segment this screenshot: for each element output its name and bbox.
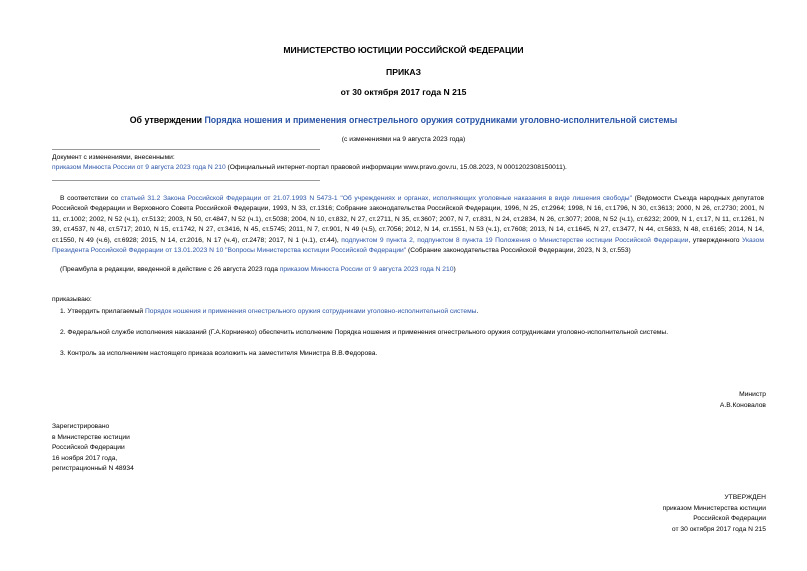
preamble-link-decree[interactable]: Указом Президента Российской Федерации от 13.01.2023 N 10 "Вопросы Министерства юстиции Российской Федерации" [52, 236, 764, 255]
revision-source: (Официальный интернет-портал правовой информации www.pravo.gov.ru, 15.08.2023, N 0001202308150011). [225, 164, 567, 171]
item-1-end: . [476, 308, 479, 315]
signature-title: Министр [739, 391, 766, 398]
document-title [0, 115, 807, 125]
approved-block [663, 493, 766, 535]
revision-bottom-rule [52, 180, 320, 181]
revision-top-rule [52, 149, 320, 150]
preamble-link-law[interactable]: статьей 31.2 Закона Российской Федерации от 21.07.1993 N 5473-1 "Об учреждениях и органах, исполняющих уголовные наказания в виде лишения свободы" [120, 195, 632, 202]
registration-block [52, 422, 134, 475]
doc-date-number: от 30 октября 2017 года N 215 [340, 87, 467, 97]
registration-line-3: Российской Федерации [52, 444, 125, 451]
signature-name: А.В.Коновалов [719, 401, 766, 409]
approved-line-4: от 30 октября 2017 года N 215 [671, 525, 766, 533]
preamble-text-3: , утвержденного [688, 236, 743, 244]
edit-note-link[interactable]: приказом Минюста России от 9 августа 2023 года N 210 [279, 266, 454, 273]
edit-note-prefix: (Преамбула в редакции, введенной в действие с 26 августа 2023 года [60, 266, 280, 273]
approved-line-3: Российской Федерации [693, 515, 766, 522]
revision-link[interactable]: приказом Минюста России от 9 августа 2023 года N 210 [52, 164, 226, 171]
order-item-2 [52, 328, 764, 338]
order-item-1 [52, 307, 764, 317]
item-2-text: 2. Федеральной службе исполнения наказаний (Г.А.Корниенко) обеспечить исполнение Порядка ношения и применения огнестрельного оружия сотрудниками уголовно-исполнительной системы. [60, 329, 669, 336]
order-word: приказываю: [52, 296, 92, 303]
revision-entry [52, 163, 764, 173]
item-1-text: 1. Утвердить прилагаемый [60, 308, 145, 315]
changes-note: (с изменениями на 9 августа 2023 года) [341, 136, 466, 143]
registration-line-2: в Министерстве юстиции [52, 433, 130, 441]
registration-line-1: Зарегистрировано [52, 423, 110, 430]
preamble-text-4: (Собрание законодательства Российской Федерации, 2023, N 3, ст.553) [406, 247, 631, 255]
edit-note-suffix: ) [453, 266, 456, 273]
revision-label: Документ с изменениями, внесенными: [52, 154, 175, 161]
preamble-paragraph [52, 194, 764, 256]
item-1-link[interactable]: Порядок ношения и применения огнестрельного оружия сотрудниками уголовно-исполнительной системы [144, 308, 477, 315]
title-prefix: Об утверждении [129, 115, 205, 125]
order-item-3 [52, 349, 764, 359]
ministry-heading: МИНИСТЕРСТВО ЮСТИЦИИ РОССИЙСКОЙ ФЕДЕРАЦИИ [283, 45, 524, 55]
registration-line-4: 16 ноября 2017 года, [52, 454, 118, 462]
signature-block [720, 390, 766, 411]
preamble-edit-note [52, 265, 764, 275]
preamble-text-1: В соответствии со [60, 195, 121, 202]
preamble-link-regulation[interactable]: подпунктом 9 пункта 2, подпунктом 8 пункта 19 Положения о Министерстве юстиции Российской Федерации [341, 236, 689, 244]
approved-line-2: приказом Министерства юстиции [662, 504, 766, 512]
registration-line-5: регистрационный N 48934 [52, 465, 134, 472]
approved-line-1: УТВЕРЖДЕН [724, 494, 766, 501]
doc-type-heading: ПРИКАЗ [386, 67, 421, 77]
title-link[interactable]: Порядка ношения и применения огнестрельного оружия сотрудниками уголовно-исполнительной системы [204, 115, 678, 125]
item-3-text: 3. Контроль за исполнением настоящего приказа возложить на заместителя Министра В.В.Федорова. [60, 350, 378, 357]
preamble-text-2: (Ведомости Съезда народных депутатов Российской Федерации и Верховного Совета Российской Федерации, 1993, N 33, ст.1316; Собрание законодательства Российской Федерации, 1996, N 25, ст.2964; 1998, N 16, ст.1796, N 30, ст.3613; 2000, N 26, ст.2730; 2001, N 11, ст.1002; 2002, N 52 (ч.1), ст.5132; 2003, N 50, ст.4847, N 52 (ч.1), ст.5038; 2004, N 10, ст.832, N 27, ст.2711, N 35, ст.3607; 2007, N 7, ст.831, N 24, ст.2834, N 26, ст.3077; 2008, N 52 (ч.1), ст.6232; 2009, N 1, ст.17, N 11, ст.1261, N 39, ст.4537, N 48, ст.5717; 2010, N 15, ст.1742, N 27, ст.3416, N 45, ст.5745; 2011, N 7, ст.901, N 49 (ч.5), ст.7056; 2012, N 14, ст.1551, N 53 (ч.1), ст.7608; 2013, N 14, ст.1645, N 27, ст.3477, N 44, ст.5633, N 48, ст.6165; 2014, N 14, ст.1550, N 49 (ч.6), ст.6928; 2015, N 14, ст.2016, N 17 (ч.4), ст.2478; 2017, N 1 (ч.1), ст.44), [52, 195, 764, 244]
